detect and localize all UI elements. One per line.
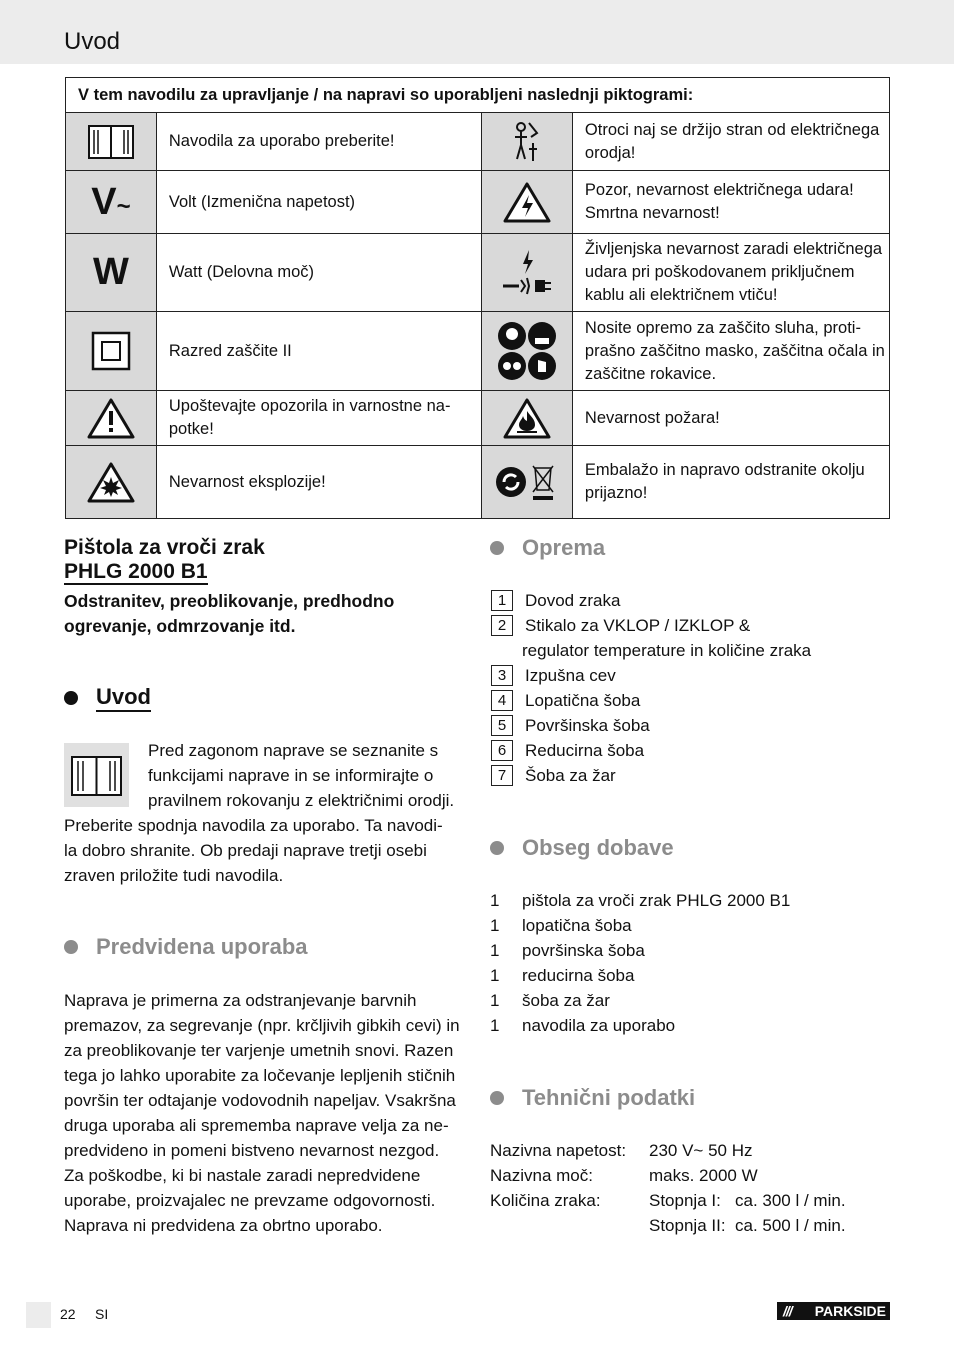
section-heading-intro <box>64 684 151 712</box>
item-text: Površinska šoba <box>525 716 650 735</box>
volt-ac-icon <box>66 171 157 234</box>
item-text: površinska šoba <box>522 941 645 960</box>
bullet-icon <box>64 940 78 954</box>
section-heading-label: Uvod <box>96 684 151 712</box>
list-item <box>490 688 811 713</box>
section-heading-label: Predvidena uporaba <box>96 934 308 959</box>
pictogram-text: Nevarnost eksplozije! <box>156 446 481 519</box>
pictogram-text: Razred zaščite II <box>156 312 481 391</box>
item-text: Šoba za žar <box>525 766 616 785</box>
pictogram-text: Navodila za uporabo preberite! <box>156 113 481 171</box>
text-line: Pred zagonom naprave se seznanite s <box>148 741 439 760</box>
item-quantity: 1 <box>490 966 500 985</box>
item-number: 5 <box>491 715 513 736</box>
subtitle-line: Odstranitev, preoblikovanje, predhodno <box>64 591 395 611</box>
brand-logo <box>777 1302 890 1320</box>
watt-symbol: W <box>93 251 129 293</box>
intended-use-text <box>64 988 460 1238</box>
item-number: 7 <box>491 765 513 786</box>
item-text: Stikalo za VKLOP / IZKLOP & <box>525 616 751 635</box>
pictogram-text: Otroci naj se držijo stran od električnega orodja! <box>572 113 889 171</box>
text-line: Za poškodbe, ki bi nastale zaradi nepredvidene <box>64 1166 421 1185</box>
pictogram-table-heading: V tem navodilu za upravljanje / na napravi so uporabljeni naslednji piktogrami: <box>66 78 890 113</box>
list-item <box>490 963 790 988</box>
item-text: regulator temperature in količine zraka <box>522 641 812 660</box>
text-line: uporabe, proizvajalec ne prevzame odgovornosti. <box>64 1191 436 1210</box>
ac-symbol: ~ <box>116 192 131 220</box>
list-item <box>490 663 811 688</box>
pictogram-text: Nosite opremo za zaščito sluha, proti-prašno zaščitno masko, zaščitna očala in zaščitne rokavice. <box>572 312 889 391</box>
spec-value: Stopnja I: ca. 300 l / min. <box>649 1191 846 1210</box>
spec-row <box>490 1213 846 1238</box>
section-heading-equipment <box>490 535 605 561</box>
spec-key: Nazivna napetost: <box>490 1141 627 1160</box>
intro-text-wrapped <box>148 738 454 813</box>
item-quantity: 1 <box>490 1016 500 1035</box>
list-item <box>490 588 811 613</box>
list-item <box>490 763 811 788</box>
bullet-icon <box>64 691 78 705</box>
text-line: funkcijami naprave in se informirajte o <box>148 766 434 785</box>
watt-icon <box>66 234 157 312</box>
item-text: Izpušna cev <box>525 666 616 685</box>
volt-symbol: V <box>91 180 117 223</box>
intro-text <box>64 813 443 888</box>
list-item <box>490 613 811 638</box>
text-line: Naprava ni predvidena za obrtno uporabo. <box>64 1216 383 1235</box>
brand-name: PARKSIDE <box>814 1303 886 1319</box>
product-subtitle <box>64 589 464 639</box>
protective-equipment-icon <box>482 312 573 391</box>
page-number: 22 <box>60 1306 76 1322</box>
item-number: 2 <box>491 615 513 636</box>
pictogram-text: Pozor, nevarnost električnega udara! Smrtna nevarnost! <box>572 171 889 234</box>
brand-slashes: /// <box>783 1303 792 1319</box>
book-icon <box>66 113 157 171</box>
spec-value: Stopnja II: ca. 500 l / min. <box>649 1216 846 1235</box>
section-heading-label: Oprema <box>522 535 606 560</box>
delivery-list <box>490 888 790 1038</box>
item-number: 3 <box>491 665 513 686</box>
pictogram-text: Življenjska nevarnost zaradi električnega udara pri poškodovanem priključnem kablu ali električnem vtiču! <box>572 234 889 312</box>
text-line: za preoblikovanje ter varjenje umetnih snovi. Razen <box>64 1041 454 1060</box>
list-item <box>490 738 811 763</box>
section-heading-delivery <box>490 835 674 861</box>
list-item <box>490 1013 790 1038</box>
text-line: predvideno in pomeni bistveno nevarnost nezgod. <box>64 1141 440 1160</box>
text-line: pravilnem rokovanju z električnimi orodji. <box>148 791 455 810</box>
list-item <box>490 713 811 738</box>
text-line: druga uporaba ali sprememba naprave velja za ne- <box>64 1116 449 1135</box>
page-title: Uvod <box>64 28 121 55</box>
list-item <box>490 888 790 913</box>
spec-value: maks. 2000 W <box>649 1166 758 1185</box>
spec-key: Nazivna moč: <box>490 1166 593 1185</box>
text-line: premazov, za segrevanje (npr. krčljivih gibkih cevi) in <box>64 1016 460 1035</box>
recycling-disposal-icon <box>482 446 573 519</box>
section-heading-label: Tehnični podatki <box>522 1085 696 1110</box>
pictogram-table <box>65 77 890 519</box>
item-number: 1 <box>491 590 513 611</box>
pictogram-text: Embalažo in napravo odstranite okolju prijazno! <box>572 446 889 519</box>
bullet-icon <box>490 1091 504 1105</box>
section-heading-intended-use <box>64 934 308 960</box>
damaged-plug-icon <box>482 234 573 312</box>
product-title-line1: Pištola za vroči zrak <box>64 536 265 559</box>
item-text: Reducirna šoba <box>525 741 645 760</box>
item-quantity: 1 <box>490 916 500 935</box>
item-text: šoba za žar <box>522 991 610 1010</box>
children-away-icon <box>482 113 573 171</box>
text-line: zraven priložite tudi navodila. <box>64 866 284 885</box>
item-quantity: 1 <box>490 941 500 960</box>
book-icon <box>64 743 129 807</box>
subtitle-line: ogrevanje, odmrzovanje itd. <box>64 616 296 636</box>
equipment-list <box>490 588 811 788</box>
section-heading-tech <box>490 1085 695 1111</box>
item-text: reducirna šoba <box>522 966 635 985</box>
list-item-continuation <box>490 638 811 663</box>
fire-hazard-icon <box>482 391 573 446</box>
spec-key <box>490 1213 649 1238</box>
item-text: navodila za uporabo <box>522 1016 676 1035</box>
bullet-icon <box>490 841 504 855</box>
item-quantity: 1 <box>490 991 500 1010</box>
text-line: la dobro shranite. Ob predaji naprave tretji osebi <box>64 841 427 860</box>
item-quantity: 1 <box>490 891 500 910</box>
item-text: lopatična šoba <box>522 916 632 935</box>
list-item <box>490 938 790 963</box>
section-heading-label: Obseg dobave <box>522 835 674 860</box>
electric-shock-warning-icon <box>482 171 573 234</box>
pictogram-text: Nevarnost požara! <box>572 391 889 446</box>
pictogram-text: Upoštevajte opozorila in varnostne na-potke! <box>156 391 481 446</box>
footer-marker <box>26 1302 51 1328</box>
spec-row <box>490 1138 846 1163</box>
item-number: 6 <box>491 740 513 761</box>
spec-key: Količina zraka: <box>490 1191 601 1210</box>
bullet-icon <box>490 541 504 555</box>
text-line: površin ter odtajanje vodovodnih napeljav. Vsakršna <box>64 1091 456 1110</box>
text-line: Naprava je primerna za odstranjevanje barvnih <box>64 991 417 1010</box>
product-title <box>64 536 265 584</box>
spec-row <box>490 1163 846 1188</box>
list-item <box>490 913 790 938</box>
list-item <box>490 988 790 1013</box>
spec-value: 230 V~ 50 Hz <box>649 1141 753 1160</box>
spec-row <box>490 1188 846 1213</box>
text-line: tega jo lahko uporabite za ločevanje lepljenih stičnih <box>64 1066 456 1085</box>
item-text: Lopatična šoba <box>525 691 641 710</box>
pictogram-text: Watt (Delovna moč) <box>156 234 481 312</box>
product-title-line2: PHLG 2000 B1 <box>64 560 208 583</box>
pictogram-text: Volt (Izmenična napetost) <box>156 171 481 234</box>
protection-class-ii-icon <box>66 312 157 391</box>
item-text: Dovod zraka <box>525 591 621 610</box>
tech-spec-table <box>490 1138 846 1238</box>
language-code: SI <box>95 1306 109 1322</box>
explosion-hazard-icon <box>66 446 157 519</box>
warning-exclamation-icon <box>66 391 157 446</box>
page-header <box>0 0 954 64</box>
item-text: pištola za vroči zrak PHLG 2000 B1 <box>522 891 791 910</box>
item-number: 4 <box>491 690 513 711</box>
text-line: Preberite spodnja navodila za uporabo. Ta navodi- <box>64 816 443 835</box>
